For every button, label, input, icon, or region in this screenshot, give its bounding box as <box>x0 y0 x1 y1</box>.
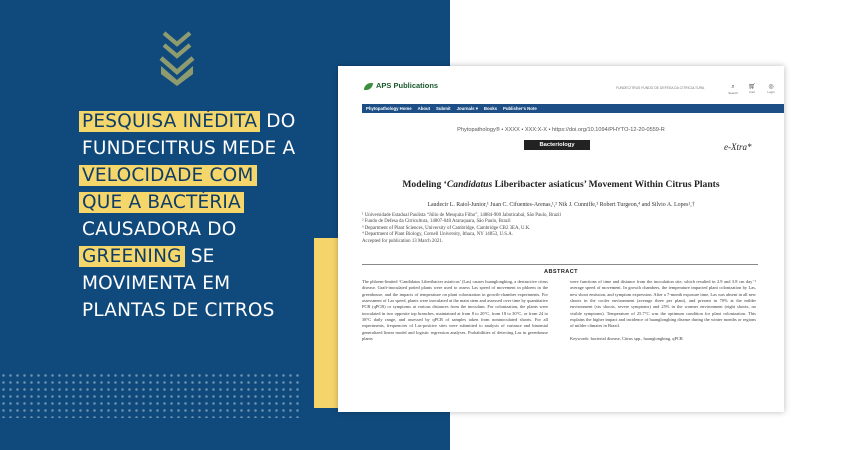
header-small-text: FUNDECITRUS FUNDO DE DEFESA DA CITRICULTURA <box>616 86 705 90</box>
headline-highlight: PESQUISA INÉDITA <box>79 111 260 132</box>
paper-preview <box>338 66 784 412</box>
aps-logo[interactable] <box>364 81 438 90</box>
headline-row <box>82 270 342 297</box>
nav-item[interactable]: About <box>417 106 431 111</box>
section-badge: Bacteriology <box>524 140 590 150</box>
search-icon[interactable]: ⌕ Search <box>728 83 738 95</box>
affiliation-line: ⁴ Department of Plant Biology, Cornell University, Ithaca, NY 14853, U.S.A. <box>362 232 513 238</box>
login-label: Login <box>767 90 775 94</box>
nav-item[interactable]: Submit <box>436 106 451 111</box>
user-icon[interactable]: ◎ Login <box>767 83 775 94</box>
paper-title <box>338 179 784 190</box>
search-label: Search <box>728 91 738 95</box>
headline-highlight: QUE A BACTÉRIA <box>79 192 244 213</box>
nav-item[interactable]: Publisher's Note <box>503 106 537 111</box>
publisher-name: APS Publications <box>376 81 439 90</box>
affiliations <box>362 213 762 245</box>
cart-icon[interactable]: 🛒︎ Cart <box>748 83 756 94</box>
headline-row <box>82 189 342 216</box>
citation-line: Phytopathology® • XXXX • XXX:X-X • https://doi.org/10.1094/PHYTO-12-20-0559-R <box>457 127 665 133</box>
headline-row <box>82 108 342 135</box>
headline-text: FUNDECITRUS MEDE A <box>82 138 296 159</box>
headline-text: CAUSADORA DO <box>82 219 237 240</box>
leaf-icon <box>364 83 373 90</box>
cart-label: Cart <box>749 90 755 94</box>
headline-text: MOVIMENTA EM <box>82 273 231 294</box>
header-icons <box>728 83 776 95</box>
title-post: Liberibacter asiaticus’ Movement Within Citrus Plants <box>492 179 720 190</box>
abstract-column-left: The phloem-limited ‘Candidatus Liberibacter asiaticus’ (Las) causes huanglongbing, a destructive citrus disease. Graft-inoculated potted plants were used to assess Las speed of movement in phloem in the greenhouse, and the impacts of temperature on plant colonization in growth-chamber experiments. For assessment of Las speed, plants were inoculated at the main stem and assessed over time by quantitative PCR (qPCR) or symptoms at various distances from the inoculum. For colonization, the plants were inoculated in two opposite top branches, maintained at from 8 to 20°C, from 18 to 30°C, or from 24 to 38°C daily range, and assessed by qPCR of samples taken from noninoculated shoots. For all experiments, frequencies of Las-positive sites were submitted to analysis of variance and binomial generalized linear model and logistic regression analyses. Probabilities of detecting Las in greenhouse plants <box>362 279 548 342</box>
headline-row <box>82 135 342 162</box>
headline-text: DO <box>260 111 296 132</box>
headline-highlight: GREENING <box>79 246 185 267</box>
affiliation-line: ² Fundo de Defesa da Citricultura, 14807-040 Araraquara, São Paulo, Brazil <box>362 219 511 225</box>
chevron-down-icon <box>158 30 196 86</box>
accepted-line: Accepted for publication 13 March 2021. <box>362 238 443 244</box>
abstract-column-right <box>570 279 756 342</box>
headline-highlight: VELOCIDADE COM <box>79 165 257 186</box>
headline-text: SE <box>184 246 215 267</box>
headline-row <box>82 216 342 243</box>
headline <box>82 108 342 324</box>
title-pre: Modeling ‘ <box>402 179 447 190</box>
headline-row <box>82 243 342 270</box>
aps-nav-bar <box>362 104 784 113</box>
nav-item[interactable]: Journals ▾ <box>456 105 478 111</box>
abstract-heading: ABSTRACT <box>544 269 578 275</box>
affiliation-line: ¹ Universidade Estadual Paulista “Júlio de Mesquita Filho”, 14884-900 Jaboticabal, São Paulo, Brazil <box>362 213 561 218</box>
dot-pattern <box>0 372 300 418</box>
extra-label: e-Xtra* <box>724 142 752 152</box>
divider <box>362 264 758 265</box>
abstract-text: were functions of time and distance from the inoculation site, which resulted in 2.9 and 3.8 cm day⁻¹ average speed of movement. In growth chambers, the temperature impacted plant colonization by Las, new shoot emission, and symptom expression. After a 7-month exposure time, Las was absent in all new shoots in the cooler environment (average three per plant), and present in 70% at the milder environment (six shoots, severe symptoms) and 25% in the warmer environment (eight shoots, no visible symptoms). Temperature of 25.7°C was the optimum condition for plant colonization. This explains the higher impact and incidence of huanglongbing disease during the winter months or regions of milder climates in Brazil. <box>570 279 756 329</box>
affiliation-line: ³ Department of Plant Sciences, University of Cambridge, Cambridge CB2 3EA, U.K. <box>362 225 531 231</box>
headline-row <box>82 162 342 189</box>
headline-row <box>82 297 342 324</box>
aps-header <box>338 66 784 102</box>
paper-authors: Laudecir L. Raiol-Junior,¹ Juan C. Cifuentes-Arenas,¹,² Nik J. Cunniffe,³ Robert Turgeon,⁴ and Silvio A. Lopes¹,† <box>427 202 695 208</box>
keywords-line: Keywords: bacterial disease, Citrus spp., huanglongbing, qPCR <box>570 335 683 341</box>
nav-item[interactable]: Phytopathology Home <box>366 106 412 111</box>
nav-item[interactable]: Books <box>483 106 497 111</box>
title-italic: Candidatus <box>446 179 493 190</box>
headline-text: PLANTAS DE CITROS <box>82 300 275 321</box>
